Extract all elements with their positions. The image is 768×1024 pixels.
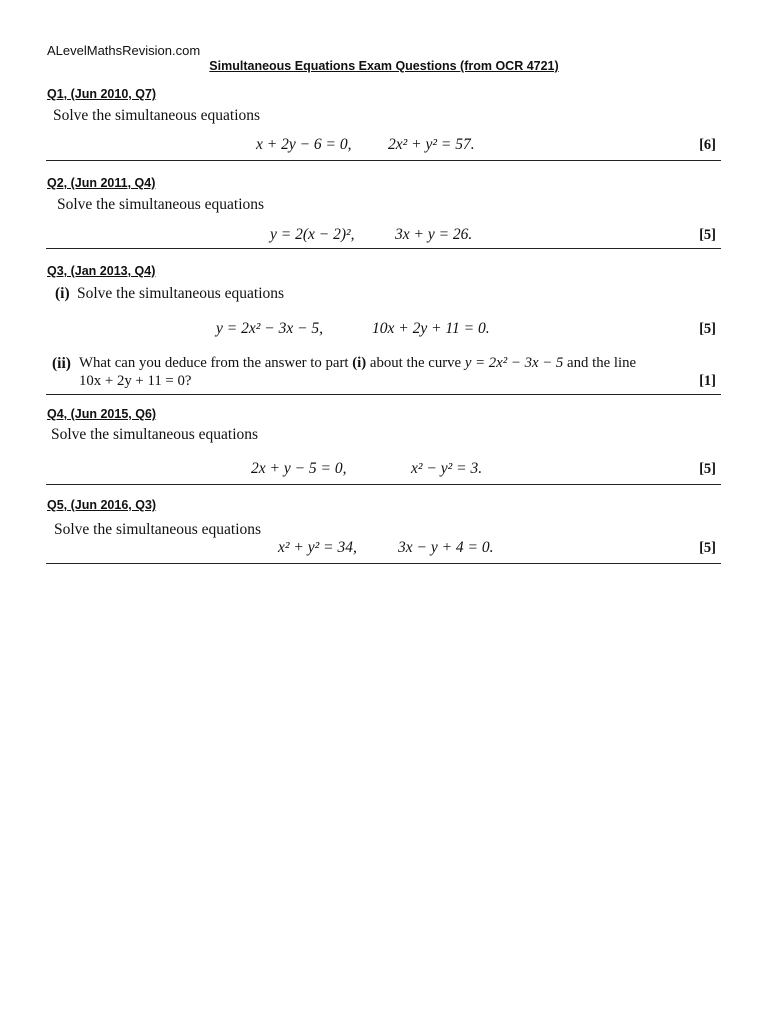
equation-2: 10x + 2y + 11 = 0. xyxy=(372,320,490,337)
equation-2: 3x + y = 26. xyxy=(395,226,473,243)
part-ii-text-b: about the curve xyxy=(369,355,462,371)
part-i-marks: [5] xyxy=(699,321,716,337)
part-i-label: (i) xyxy=(55,285,70,302)
question-heading: Q4, (Jun 2015, Q6) xyxy=(47,407,157,421)
question-heading: Q3, (Jan 2013, Q4) xyxy=(47,264,156,278)
equation-2: x² − y² = 3. xyxy=(411,460,483,477)
marks: [5] xyxy=(699,461,716,477)
question-prompt: Solve the simultaneous equations xyxy=(51,426,259,443)
part-ii-marks: [1] xyxy=(699,373,716,389)
marks: [6] xyxy=(699,137,716,153)
question-prompt: Solve the simultaneous equations xyxy=(53,107,261,124)
part-ii-text-c: and the line xyxy=(567,355,637,371)
part-ii-text xyxy=(79,355,636,372)
equation-1: y = 2x² − 3x − 5, xyxy=(216,320,324,337)
part-ii-label: (ii) xyxy=(52,355,71,372)
equation-2: 3x − y + 4 = 0. xyxy=(398,539,494,556)
divider xyxy=(46,563,721,564)
marks: [5] xyxy=(699,227,716,243)
document-title: Simultaneous Equations Exam Questions (from OCR 4721) xyxy=(209,59,559,73)
part-ii-ref: (i) xyxy=(352,355,367,371)
question-heading: Q1, (Jun 2010, Q7) xyxy=(47,87,157,101)
divider xyxy=(46,484,721,485)
divider xyxy=(46,248,721,249)
part-ii-curve: y = 2x² − 3x − 5 xyxy=(464,355,564,371)
question-prompt: Solve the simultaneous equations xyxy=(54,521,262,538)
site-name: ALevelMathsRevision.com xyxy=(47,43,201,58)
question-heading: Q2, (Jun 2011, Q4) xyxy=(47,176,156,190)
equation-2: 2x² + y² = 57. xyxy=(388,136,475,153)
divider xyxy=(46,394,721,395)
equation-1: x + 2y − 6 = 0, xyxy=(256,136,352,153)
equation-1: y = 2(x − 2)², xyxy=(270,226,355,243)
equation-1: 2x + y − 5 = 0, xyxy=(251,460,347,477)
equation-1: x² + y² = 34, xyxy=(278,539,357,556)
question-prompt: Solve the simultaneous equations xyxy=(57,196,265,213)
part-i-prompt: Solve the simultaneous equations xyxy=(77,285,285,302)
part-ii-line: 10x + 2y + 11 = 0? xyxy=(79,373,192,389)
divider xyxy=(46,160,721,161)
part-ii-text-a: What can you deduce from the answer to part xyxy=(79,355,349,371)
marks: [5] xyxy=(699,540,716,556)
question-heading: Q5, (Jun 2016, Q3) xyxy=(47,498,157,512)
